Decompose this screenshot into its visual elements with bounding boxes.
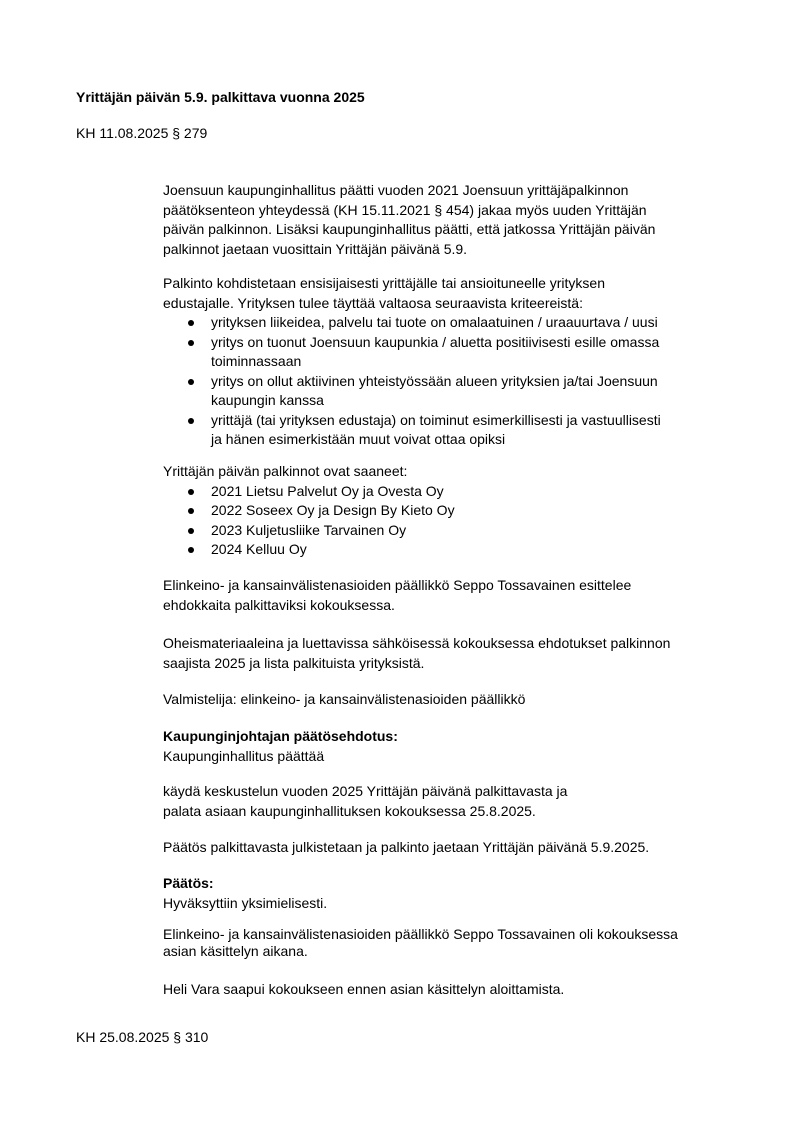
intro-paragraph <box>163 181 723 259</box>
bullet-icon <box>188 379 194 385</box>
winner-text: 2024 Kelluu Oy <box>211 541 307 557</box>
presenter-line: ehdokkaita palkittaviksi kokouksessa. <box>163 596 395 613</box>
winners-list <box>163 482 723 560</box>
attachments-line: Oheismateriaaleina ja luettavissa sähköisessä kokouksessa ehdotukset palkinnon <box>163 635 671 651</box>
proposal-section <box>163 727 723 766</box>
bullet-icon <box>188 418 194 424</box>
winner-item <box>163 482 723 502</box>
proposal-line: käydä keskustelun vuoden 2025 Yrittäjän päivänä palkittavasta ja <box>163 783 568 799</box>
bullet-icon <box>188 508 194 514</box>
criteria-text: toiminnassaan <box>211 353 302 369</box>
intro-line: päivän palkinnon. Lisäksi kaupunginhallitus päätti, että jatkossa Yrittäjän päivän <box>163 221 656 237</box>
attendance-line: Elinkeino- ja kansainvälistenasioiden päällikkö Seppo Tossavainen oli kokouksessa <box>163 926 678 942</box>
bullet-icon <box>188 489 194 495</box>
proposal-line: palata asiaan kaupunginhallituksen kokouksessa 25.8.2025. <box>163 802 536 819</box>
criteria-text: yrittäjä (tai yrityksen edustaja) on toiminut esimerkillisesti ja vastuullisesti <box>211 411 661 428</box>
criteria-text: yritys on ollut aktiivinen yhteistyössään alueen yrityksien ja/tai Joensuun <box>211 372 658 389</box>
criteria-text: yrityksen liikeidea, palvelu tai tuote on omalaatuinen / uraauurtava / uusi <box>211 314 658 330</box>
decision-section <box>163 874 723 913</box>
winner-text: 2021 Lietsu Palvelut Oy ja Ovesta Oy <box>211 482 444 499</box>
proposal-heading: Kaupunginjohtajan päätösehdotus: <box>163 728 398 744</box>
decision-text: Hyväksyttiin yksimielisesti. <box>163 894 328 911</box>
bullet-icon <box>188 320 194 326</box>
preparer-line: Valmistelija: elinkeino- ja kansainvälistenasioiden päällikkö <box>163 691 526 707</box>
decision-heading: Päätös: <box>163 875 214 891</box>
meeting-reference-top: KH 11.08.2025 § 279 <box>76 125 208 141</box>
criteria-item <box>163 333 723 372</box>
intro-line: Joensuun kaupunginhallitus päätti vuoden 2021 Joensuun yrittäjäpalkinnon <box>163 182 629 198</box>
bullet-icon <box>188 547 194 553</box>
criteria-text: kaupungin kanssa <box>211 392 324 408</box>
intro-line: palkinnot jaetaan vuosittain Yrittäjän päivänä 5.9. <box>163 240 468 257</box>
criteria-list <box>163 313 723 450</box>
bullet-icon <box>188 340 194 346</box>
presenter-paragraph <box>163 576 723 615</box>
criteria-section <box>163 274 723 450</box>
document-title: Yrittäjän päivän 5.9. palkittava vuonna 2025 <box>76 89 365 105</box>
winner-item <box>163 521 723 541</box>
arrival-line: Heli Vara saapui kokoukseen ennen asian käsittelyn aloittamista. <box>163 981 565 997</box>
attachments-paragraph <box>163 634 723 673</box>
announcement-line: Päätös palkittavasta julkistetaan ja palkinto jaetaan Yrittäjän päivänä 5.9.2025. <box>163 839 650 855</box>
criteria-item <box>163 411 723 450</box>
winners-section <box>163 462 723 560</box>
bullet-icon <box>188 528 194 534</box>
proposal-lead: Kaupunginhallitus päättää <box>163 747 325 764</box>
attendance-paragraph <box>163 926 723 960</box>
winner-item <box>163 501 723 521</box>
winner-text: 2023 Kuljetusliike Tarvainen Oy <box>211 521 407 538</box>
criteria-intro-line: edustajalle. Yrityksen tulee täyttää valtaosa seuraavista kriteereistä: <box>163 294 583 311</box>
criteria-item <box>163 313 723 333</box>
attendance-line: asian käsittelyn aikana. <box>163 943 308 959</box>
proposal-text <box>163 782 723 821</box>
presenter-line: Elinkeino- ja kansainvälistenasioiden päällikkö Seppo Tossavainen esittelee <box>163 577 632 593</box>
winner-item <box>163 540 723 560</box>
winner-text: 2022 Soseex Oy ja Design By Kieto Oy <box>211 502 455 518</box>
criteria-intro-line: Palkinto kohdistetaan ensisijaisesti yrittäjälle tai ansioituneelle yrityksen <box>163 275 606 291</box>
winners-intro: Yrittäjän päivän palkinnot ovat saaneet: <box>163 463 408 479</box>
attachments-line: saajista 2025 ja lista palkituista yrityksistä. <box>163 654 425 671</box>
intro-line: päätöksenteon yhteydessä (KH 15.11.2021 § 454) jakaa myös uuden Yrittäjän <box>163 201 647 218</box>
criteria-item <box>163 372 723 411</box>
meeting-reference-bottom: KH 25.08.2025 § 310 <box>76 1029 209 1045</box>
criteria-text: yritys on tuonut Joensuun kaupunkia / aluetta positiivisesti esille omassa <box>211 333 660 350</box>
criteria-text: ja hänen esimerkistään muut voivat ottaa opiksi <box>211 431 506 447</box>
